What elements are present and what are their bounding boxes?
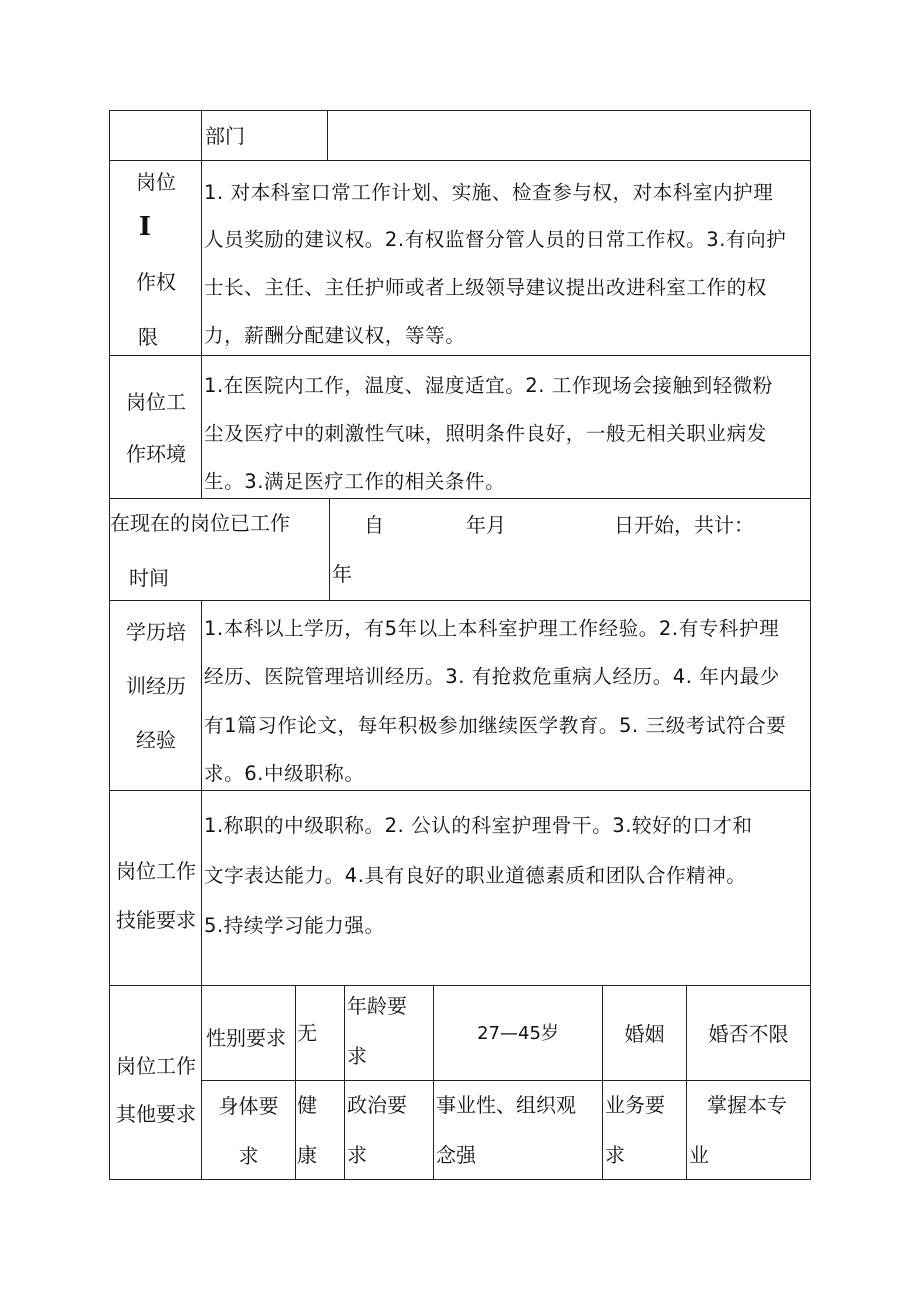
column-divider [327, 110, 328, 161]
body-label-line2: 求 [238, 1144, 259, 1168]
department-label: 部门 [205, 124, 245, 148]
age-value: 27—45岁 [477, 1023, 559, 1044]
political-label-line1: 政治要 [347, 1093, 407, 1117]
age-label-line1: 年龄要 [347, 994, 407, 1018]
column-divider [295, 985, 296, 1180]
row-divider [109, 600, 811, 601]
political-value-line1: 事业性、组织观 [436, 1093, 576, 1117]
environment-label-line1: 岗位工 [126, 390, 186, 414]
skills-line-2: 文字表达能力。4.具有良好的职业道德素质和团队合作精神。 [204, 864, 747, 887]
column-divider [329, 498, 330, 601]
education-label-line1: 学历培 [126, 620, 186, 644]
body-label-line1: 身体要 [218, 1094, 279, 1118]
authority-line-4: 力，薪酬分配建议权，等等。 [204, 324, 466, 347]
political-label-line2: 求 [347, 1143, 367, 1167]
marriage-value: 婚否不限 [708, 1022, 789, 1046]
table-border-right [810, 110, 811, 1180]
gender-value: 无 [297, 1021, 317, 1045]
skills-label-line1: 岗位工作 [116, 859, 196, 883]
education-label-line3: 经验 [136, 728, 176, 752]
environment-line-1: 1.在医院内工作，温度、湿度适宜。2. 工作现场会接触到轻微粉 [204, 374, 774, 397]
political-value-line2: 念强 [436, 1143, 476, 1167]
business-value-line2: 业 [689, 1143, 709, 1167]
business-value-line1: 掌握本专 [707, 1093, 787, 1117]
environment-line-3: 生。3.满足医疗工作的相关条件。 [204, 470, 506, 493]
tenure-from: 自 [364, 513, 384, 537]
authority-label-line1: 岗位 [136, 170, 176, 194]
business-label-line2: 求 [605, 1143, 625, 1167]
authority-label-glyph: I [138, 212, 152, 242]
tenure-start: 日开始，共计： [614, 513, 754, 537]
other-label-line1: 岗位工作 [116, 1054, 196, 1078]
education-line-1: 1.本科以上学历，有5年以上本科室护理工作经验。2.有专科护理 [204, 617, 780, 640]
authority-line-3: 士长、主任、主任护师或者上级领导建议提出改进科室工作的权 [204, 276, 767, 299]
tenure-year-month: 年月 [466, 513, 506, 537]
education-line-4: 求。6.中级职称。 [204, 762, 365, 785]
marriage-label: 婚姻 [624, 1022, 665, 1046]
skills-line-3: 5.持续学习能力强。 [204, 914, 385, 937]
authority-line-1: 1. 对本科室口常工作计划、实施、检查参与权，对本科室内护理 [204, 181, 774, 204]
tenure-year: 年 [332, 562, 352, 586]
column-divider [344, 985, 345, 1180]
body-value-line1: 健 [297, 1093, 317, 1117]
environment-line-2: 尘及医疗中的刺激性气味，照明条件良好，一般无相关职业病发 [204, 422, 767, 445]
body-value-line2: 康 [297, 1143, 317, 1167]
education-line-2: 经历、医院管理培训经历。3. 有抢救危重病人经历。4. 年内最少 [204, 665, 780, 688]
business-label-line1: 业务要 [605, 1093, 665, 1117]
education-line-3: 有1篇习作论文，每年积极参加继续医学教育。5. 三级考试符合要 [204, 714, 787, 737]
authority-line-2: 人员奖励的建议权。2.有权监督分管人员的日常工作权。3.有向护 [204, 228, 787, 251]
other-label-line2: 其他要求 [116, 1102, 196, 1126]
tenure-label-line1: 在现在的岗位已工作 [110, 511, 290, 535]
authority-label-line3: 限 [138, 325, 158, 349]
age-label-line2: 求 [347, 1044, 367, 1068]
row-divider [109, 985, 811, 986]
authority-label-line2: 作权 [136, 270, 176, 294]
skills-line-1: 1.称职的中级职称。2. 公认的科室护理骨干。3.较好的口才和 [204, 814, 753, 837]
skills-label-line2: 技能要求 [116, 908, 196, 932]
environment-label-line2: 作环境 [126, 442, 186, 466]
education-label-line2: 训经历 [126, 674, 186, 698]
tenure-label-line2: 时间 [129, 566, 169, 590]
gender-label: 性别要求 [206, 1026, 286, 1050]
